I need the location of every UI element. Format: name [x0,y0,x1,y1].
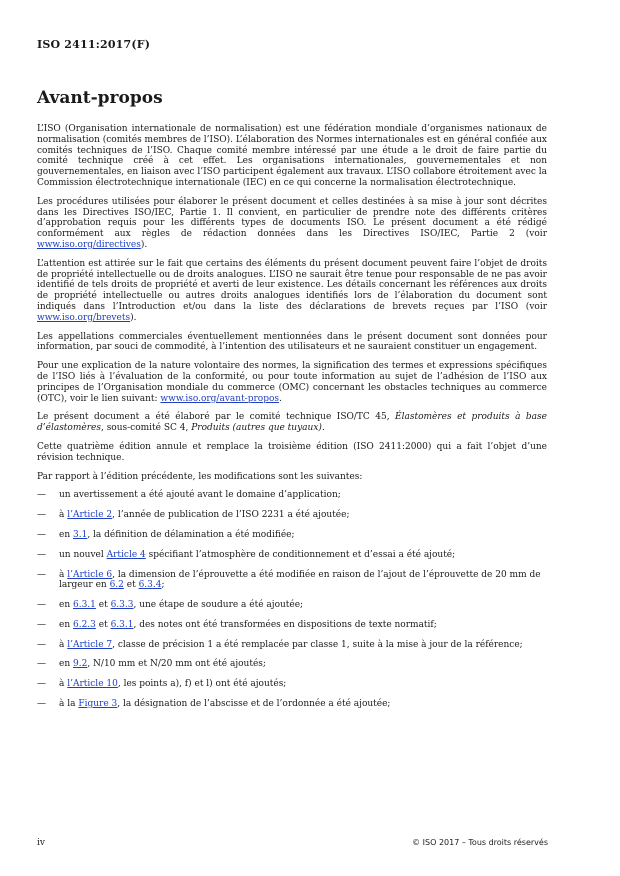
list-text: à [59,639,68,650]
foreword-body [37,124,547,719]
list-item [37,490,547,501]
paragraph-text: . [321,423,325,434]
list-text: un nouvel [59,549,107,560]
dash-bullet: — [37,699,46,710]
list-item [37,699,547,710]
list-item-text [59,570,547,592]
paragraph-procedures [37,197,547,251]
list-item-text [59,679,547,690]
list-text: en [59,529,73,540]
paragraph-text: Pour une explication de la nature volontaire des normes, la signification des termes et expressions spécifiques de l’ISO liés à l’évaluation de la conformité, ou pour toute information au sujet de l’adhésion de l’ISO aux principes de l’Organisation mondiale du commerce (OMC) concernant les obstacles techniques au commerce (OTC), voir le lien suivant: [37,361,547,404]
dash-bullet: — [37,569,46,580]
dash-bullet: — [37,659,46,670]
paragraph-text: . [279,393,282,404]
section-9-2-link[interactable]: 9.2 [72,659,88,670]
list-text: , la désignation de l’abscisse et de l’ordonnée a été ajoutée; [117,699,391,710]
list-item-text: un avertissement a été ajouté avant le domaine d’application; [59,490,341,501]
list-item [37,640,547,651]
paragraph-trade-names: Les appellations commerciales éventuellement mentionnées dans le présent document sont données pour information, par souci de commodité, à l’intention des utilisateurs et ne sauraient constituer un engagement. [37,331,547,353]
subcommittee-title: Produits (autres que tuyaux) [191,423,322,434]
list-text: à [59,679,68,690]
list-text: , N/10 mm et N/20 mm ont été ajoutés; [87,659,266,670]
section-6-3-1-link[interactable]: 6.3.1 [110,619,134,630]
list-item [37,659,547,670]
section-6-2-link[interactable]: 6.2 [109,580,124,591]
page-title: Avant-propos [37,88,163,108]
section-6-3-1-link[interactable]: 6.3.1 [72,600,96,611]
list-text: spécifiant l’atmosphère de conditionnement et d’essai a été ajouté; [145,549,456,560]
dash-bullet: — [37,529,46,540]
dash-bullet: — [37,490,46,501]
list-text: et [123,580,139,591]
list-text: , une étape de soudure a été ajoutée; [133,600,304,611]
list-text: à la [59,699,79,710]
foreword-link[interactable]: www.iso.org/avant-propos [160,393,280,404]
list-item [37,570,547,592]
list-text: , des notes ont été transformées en dispositions de texte normatif; [133,619,437,630]
list-text: et [95,619,111,630]
paragraph-text: ). [130,312,137,323]
list-item [37,600,547,611]
list-text: , la dimension de l’éprouvette a été modifiée en raison de l’ajout de l’éprouvette de 20 mm de largeur en [59,569,541,591]
patents-link[interactable]: www.iso.org/brevets [37,312,131,323]
list-text: en [59,659,73,670]
list-text: , la définition de délamination a été modifiée; [87,529,295,540]
list-text: en [59,619,73,630]
paragraph-text: ). [140,239,148,250]
paragraph-text: Le présent document a été élaboré par le comité technique ISO/TC 45, [37,412,396,423]
paragraph-edition: Cette quatrième édition annule et remplace la troisième édition (ISO 2411:2000) qui a fait l’objet d’une révision technique. [37,441,547,463]
list-item-text [59,620,547,631]
list-item [37,679,547,690]
directives-link[interactable]: www.iso.org/directives [37,239,141,250]
paragraph-iso-intro: L’ISO (Organisation internationale de normalisation) est une fédération mondiale d’organismes nationaux de normalisation (comités membres de l’ISO). L’élaboration des Normes internationales est en général confiée aux comités techniques de l’ISO. Chaque comité membre intéressé par une étude a le droit de faire partie du comité technique créé à cet effet. Les organisations internationales, gouvernementales et non gouvernementales, en liaison avec l’ISO participent également aux travaux. L’ISO collabore étroitement avec la Commission électrotechnique internationale (IEC) en ce qui concerne la normalisation électrotechnique. [37,124,547,188]
dash-bullet: — [37,549,46,560]
article-4-link[interactable]: Article 4 [106,549,146,560]
list-text: et [95,600,111,611]
paragraph-text: L’attention est attirée sur le fait que certains des éléments du présent document peuvent faire l’objet de droits de propriété intellectuelle ou de droits analogues. L’ISO ne saurait être tenue pour responsable de ne pas avoir identifié de tels droits de propriété et averti de leur existence. Les détails concernant les références aux droits de propriété intellectuelle ou autres droits analogues identifiés lors de l’élaboration du document sont indiqués dans l’Introduction et/ou dans la liste des déclarations de brevets reçues par l’ISO (voir [37,258,547,312]
list-item-text [59,600,547,611]
section-6-3-3-link[interactable]: 6.3.3 [110,600,134,611]
paragraph-patents [37,259,547,324]
list-item-text [59,659,547,670]
list-item-text [59,699,547,710]
page-number: iv [37,838,45,848]
dash-bullet: — [37,679,46,690]
list-text: à [59,569,68,580]
article-7-link[interactable]: l’Article 7 [67,639,113,650]
dash-bullet: — [37,510,46,521]
dash-bullet: — [37,639,46,650]
paragraph-committee [37,412,547,434]
section-6-3-4-link[interactable]: 6.3.4 [138,580,162,591]
committee-title: Élastomères et produits à base d’élastomères [37,412,547,434]
copyright-notice: © ISO 2017 – Tous droits réservés [412,838,548,847]
list-item-text [59,530,547,541]
figure-3-link[interactable]: Figure 3 [78,699,118,710]
list-item [37,510,547,521]
article-2-link[interactable]: l’Article 2 [67,510,113,521]
list-item [37,620,547,631]
list-item-text [59,550,547,561]
list-item [37,530,547,541]
paragraph-voluntary-nature [37,361,547,404]
list-text: , les points a), f) et l) ont été ajoutés; [117,679,287,690]
paragraph-text: Les procédures utilisées pour élaborer le présent document et celles destinées à sa mise à jour sont décrites dans les Directives ISO/IEC, Partie 1. Il convient, en particulier de prendre note des différents critères d’approbation requis pour les différents types de documents ISO. Le présent document a été rédigé conformément aux règles de rédaction données dans les Directives ISO/IEC, Partie 2 (voir [37,196,547,240]
list-item [37,550,547,561]
list-text: , l’année de publication de l’ISO 2231 a été ajoutée; [112,510,350,521]
paragraph-changes-intro: Par rapport à l’édition précédente, les modifications sont les suivantes: [37,471,363,482]
dash-bullet: — [37,600,46,611]
list-text: en [59,600,73,611]
changes-list [37,490,547,710]
section-3-1-link[interactable]: 3.1 [72,529,88,540]
dash-bullet: — [37,619,46,630]
section-6-2-3-link[interactable]: 6.2.3 [72,619,96,630]
list-text: à [59,510,68,521]
paragraph-text: , sous-comité SC 4, [100,423,192,434]
list-text: , classe de précision 1 a été remplacée par classe 1, suite à la mise à jour de la référence; [112,639,523,650]
article-6-link[interactable]: l’Article 6 [67,569,113,580]
list-item-text [59,640,547,651]
document-id: ISO 2411:2017(F) [37,38,151,51]
article-10-link[interactable]: l’Article 10 [67,679,118,690]
list-text: ; [161,580,165,591]
list-item-text [59,510,547,521]
